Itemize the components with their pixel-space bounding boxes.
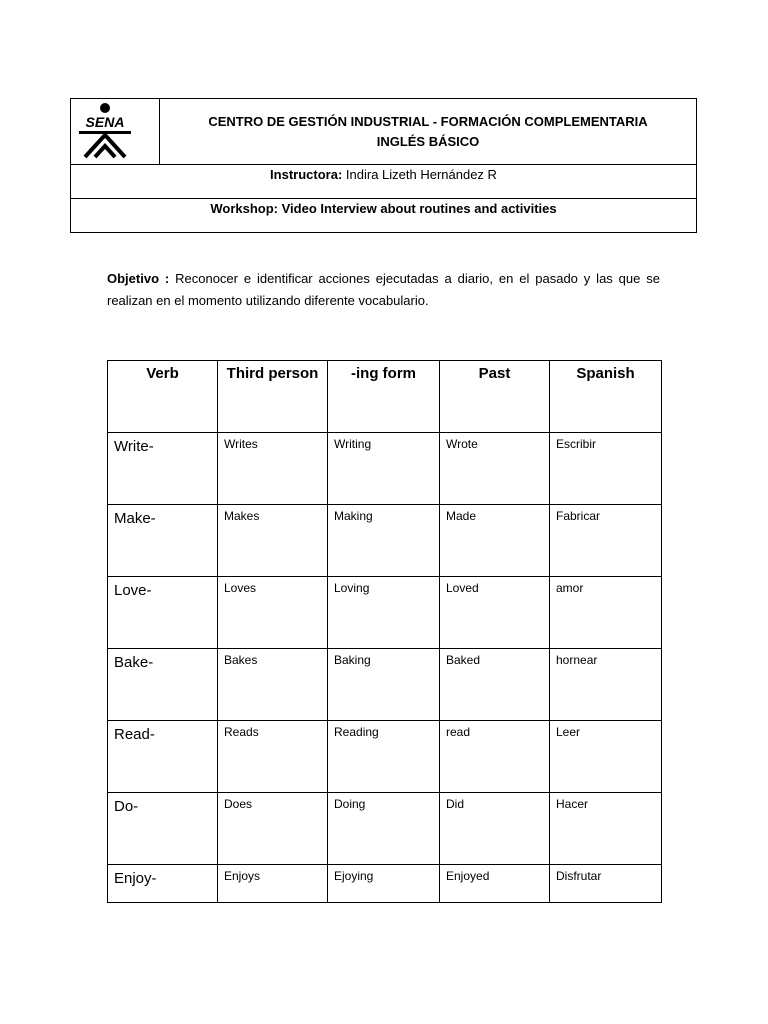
third-person-cell: Reads [218, 721, 328, 793]
verb-cell: Bake- [108, 649, 218, 721]
instructor-name: Indira Lizeth Hernández R [345, 167, 497, 182]
spanish-cell: Leer [550, 721, 662, 793]
ing-form-cell: Making [328, 505, 440, 577]
header-third-person: Third person [218, 361, 328, 433]
table-row [108, 793, 662, 865]
spanish-cell: Disfrutar [550, 865, 662, 903]
ing-form-cell: Baking [328, 649, 440, 721]
ing-form-cell: Ejoying [328, 865, 440, 903]
table-row [108, 865, 662, 903]
spanish-cell: hornear [550, 649, 662, 721]
spanish-cell: Fabricar [550, 505, 662, 577]
verb-cell: Read- [108, 721, 218, 793]
table-row [108, 577, 662, 649]
sena-logo-icon [77, 102, 133, 160]
ing-form-cell: Reading [328, 721, 440, 793]
verb-cell: Write- [108, 433, 218, 505]
spanish-cell: amor [550, 577, 662, 649]
header-spanish: Spanish [550, 361, 662, 433]
past-cell: Wrote [440, 433, 550, 505]
objective-paragraph [107, 268, 660, 312]
header-ing-form: -ing form [328, 361, 440, 433]
verb-cell: Enjoy- [108, 865, 218, 903]
third-person-cell: Bakes [218, 649, 328, 721]
past-cell: Enjoyed [440, 865, 550, 903]
table-header-row [108, 361, 662, 433]
third-person-cell: Does [218, 793, 328, 865]
verb-cell: Make- [108, 505, 218, 577]
table-row [108, 721, 662, 793]
title-line-2: INGLÉS BÁSICO [376, 133, 480, 149]
workshop-title: Workshop: Video Interview about routines and activities [210, 201, 557, 216]
verb-cell: Do- [108, 793, 218, 865]
past-cell: Made [440, 505, 550, 577]
header-past: Past [440, 361, 550, 433]
objective-text: Reconocer e identificar acciones ejecutadas a diario, en el pasado y las que se realizan en el momento utilizando diferente vocabulario. [107, 271, 660, 308]
ing-form-cell: Writing [328, 433, 440, 505]
verb-cell: Love- [108, 577, 218, 649]
table-row [108, 505, 662, 577]
instructor-label: Instructora: [270, 167, 343, 182]
objective-label: Objetivo : [107, 271, 170, 286]
past-cell: Loved [440, 577, 550, 649]
past-cell: Did [440, 793, 550, 865]
third-person-cell: Writes [218, 433, 328, 505]
logo-cell [71, 99, 160, 164]
past-cell: read [440, 721, 550, 793]
third-person-cell: Enjoys [218, 865, 328, 903]
past-cell: Baked [440, 649, 550, 721]
verb-table [107, 360, 662, 903]
ing-form-cell: Doing [328, 793, 440, 865]
document-header [70, 98, 697, 233]
logo-text: SENA [85, 114, 125, 130]
header-title-row [71, 99, 696, 165]
title-line-1: CENTRO DE GESTIÓN INDUSTRIAL - FORMACIÓN COMPLEMENTARIA [208, 113, 648, 129]
workshop-row [71, 199, 696, 232]
table-row [108, 649, 662, 721]
spanish-cell: Escribir [550, 433, 662, 505]
spanish-cell: Hacer [550, 793, 662, 865]
center-title [160, 99, 696, 164]
header-verb: Verb [108, 361, 218, 433]
table-row [108, 433, 662, 505]
ing-form-cell: Loving [328, 577, 440, 649]
third-person-cell: Loves [218, 577, 328, 649]
third-person-cell: Makes [218, 505, 328, 577]
instructor-row [71, 165, 696, 199]
